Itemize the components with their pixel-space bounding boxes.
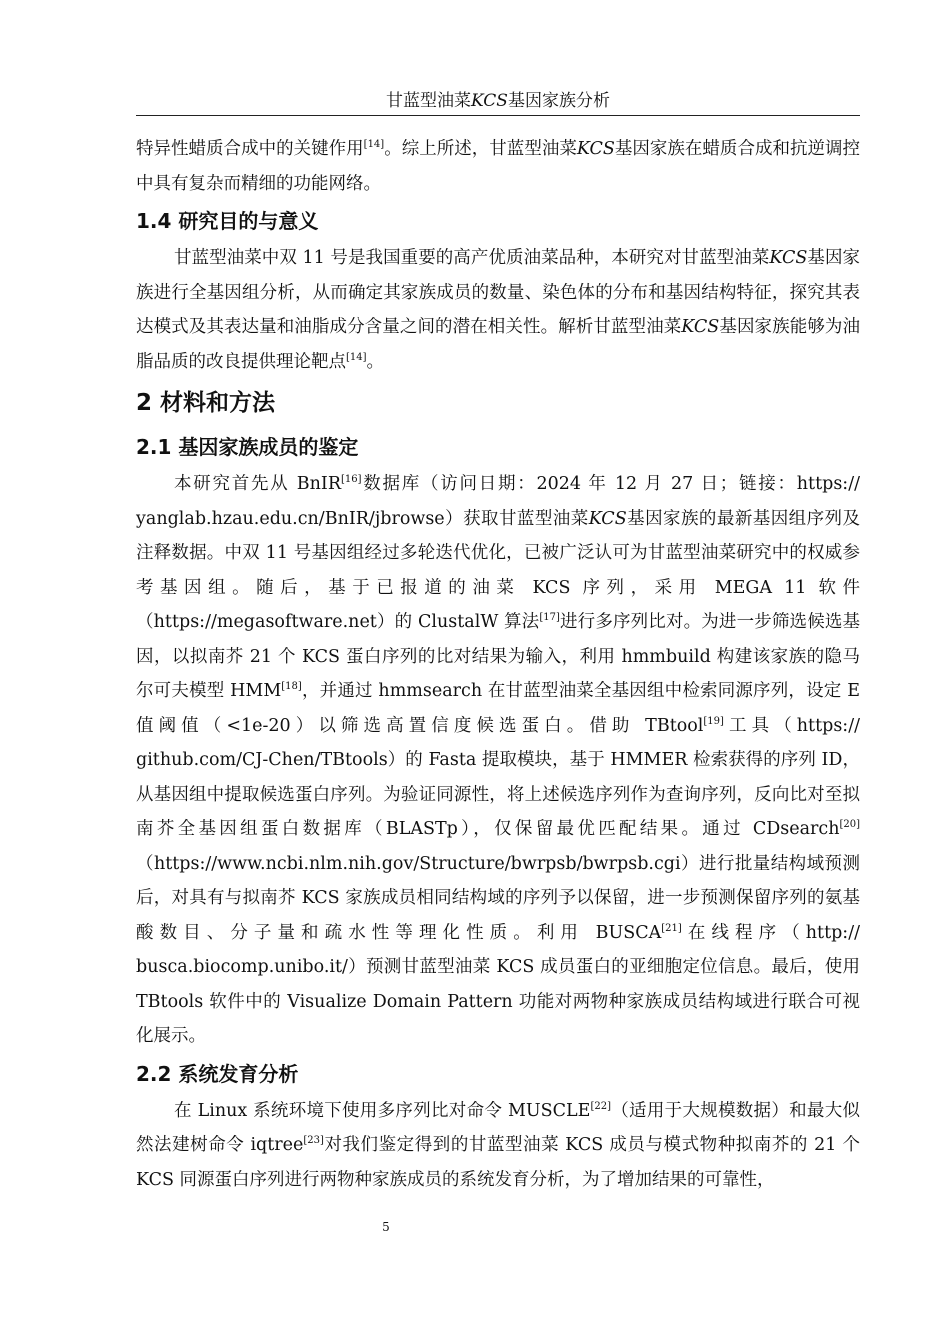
paragraph-identification: 本研究首先从 BnIR[16]数据库（访问日期：2024 年 12 月 27 日；链接：https:// yanglab.hzau.edu.cn/BnIR/jbrowse）获取甘蓝型油菜KCS基因家族的最新基因组序列及注释数据。中双 11 号基因组经过多轮迭代优化，已被广泛认可为甘蓝型油菜研究中的权威参考基因组。随后，基于已报道的油菜 KCS 序列，采用 MEGA 11 软件（https://megasoftware.net）的 ClustalW 算法[17]进行多序列比对。为进一步筛选候选基因，以拟南芥 21 个 KCS 蛋白序列的比对结果为输入，利用 hmmbuild 构建该家族的隐马尔可夫模型 HMM[18]，并通过 hmmsearch 在甘蓝型油菜全基因组中检索同源序列，设定 E 值阈值（<1e-20）以筛选高置信度候选蛋白。借助 TBtool[19]工具（https:// github.com/CJ-Chen/TBtools）的 Fasta 提取模块，基于 HMMER 检索获得的序列 ID，从基因组中提取候选蛋白序列。为验证同源性，将上述候选序列作为查询序列，反向比对至拟南芥全基因组蛋白数据库（BLASTp），仅保留最优匹配结果。通过 CDsearch[20]（https://www.ncbi.nlm.nih.gov/Structure/bwrpsb/bwrpsb.cgi）进行批量结构域预测后，对具有与拟南芥 KCS 家族成员相同结构域的序列予以保留，进一步预测保留序列的氨基酸数目、分子量和疏水性等理化性质。利用 BUSCA[21]在线程序（http:// busca.biocomp.unibo.it/）预测甘蓝型油菜 KCS 成员蛋白的亚细胞定位信息。最后，使用 TBtools 软件中的 Visualize Domain Pattern 功能对两物种家族成员结构域进行联合可视化展示。: [136, 474, 861, 1046]
section-heading-1-4: 1.4 研究目的与意义: [136, 209, 319, 233]
paragraph-purpose: 甘蓝型油菜中双 11 号是我国重要的高产优质油菜品种，本研究对甘蓝型油菜KCS基因家族进行全基因组分析，从而确定其家族成员的数量、染色体的分布和基因结构特征，探究其表达模式及其表达量和油脂成分含量之间的潜在相关性。解析甘蓝型油菜KCS基因家族能够为油脂品质的改良提供理论靶点[14]。: [136, 248, 861, 372]
running-header: 甘蓝型油菜KCS基因家族分析: [386, 91, 610, 111]
page-body: [136, 132, 860, 1197]
section-heading-2-2: 2.2 系统发育分析: [136, 1061, 299, 1086]
header-rule: [136, 115, 860, 116]
paragraph-phylogeny: 在 Linux 系统环境下使用多序列比对命令 MUSCLE[22]（适用于大规模数据）和最大似然法建树命令 iqtree[23]对我们鉴定得到的甘蓝型油菜 KCS 成员与模式物种拟南芥的 21 个 KCS 同源蛋白序列进行两物种家族成员的系统发育分析，为了增加结果的可靠性，: [136, 1100, 860, 1190]
section-heading-2: 2 材料和方法: [136, 390, 276, 416]
paragraph-continued: 特异性蜡质合成中的关键作用[14]。综上所述，甘蓝型油菜KCS基因家族在蜡质合成和抗逆调控中具有复杂而精细的功能网络。: [136, 139, 861, 194]
page-number: 5: [382, 1220, 390, 1234]
section-heading-2-1: 2.1 基因家族成员的鉴定: [136, 435, 359, 459]
